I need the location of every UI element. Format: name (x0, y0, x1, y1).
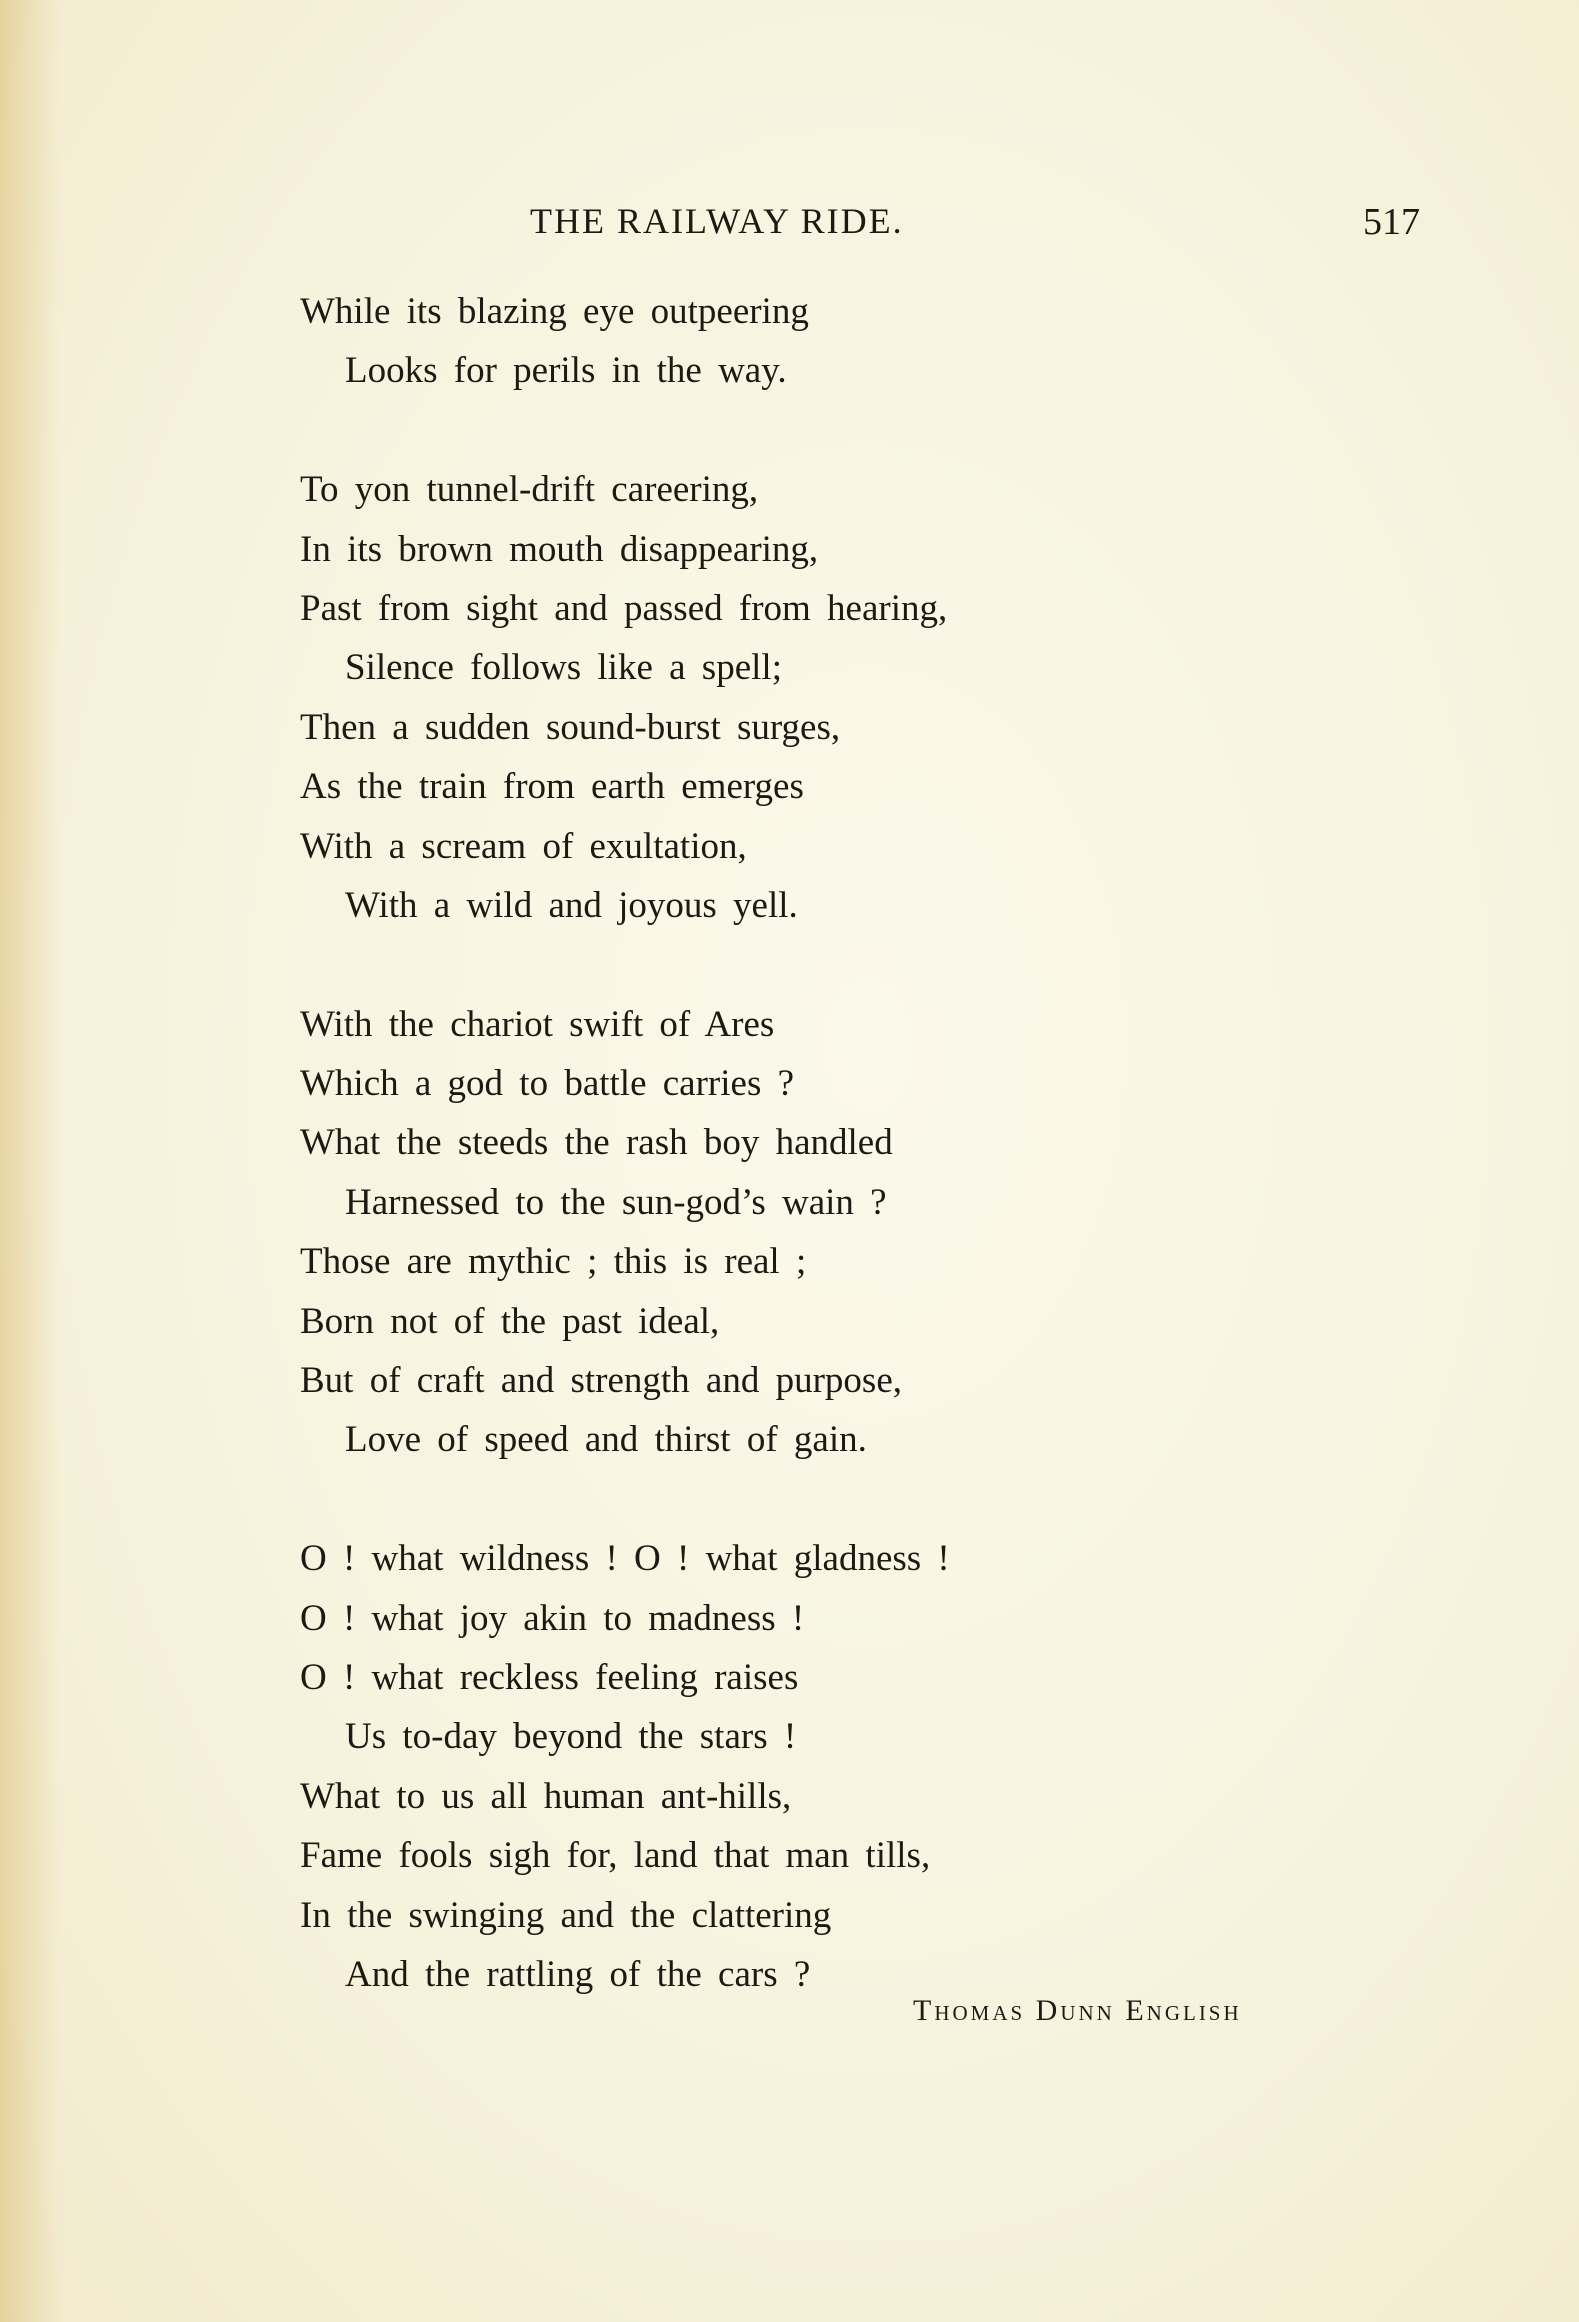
poem-line: Those are mythic ; this is real ; (300, 1241, 807, 1283)
poem-line: With the chariot swift of Ares (300, 1003, 775, 1045)
stanza (300, 282, 1300, 401)
poem-line: Fame fools sigh for, land that man tills, (300, 1835, 931, 1877)
stanza (300, 995, 1300, 1470)
author-attribution: Thomas Dunn English (913, 1994, 1242, 2027)
poem-line: Looks for perils in the way. (345, 350, 787, 392)
poem-line: And the rattling of the cars ? (345, 1953, 811, 1995)
poem-line: With a wild and joyous yell. (345, 884, 798, 926)
stanza-break (300, 1470, 1300, 1529)
running-title: THE RAILWAY RIDE. (530, 201, 904, 241)
poem-line: Us to-day beyond the stars ! (345, 1716, 797, 1758)
poem-line: Harnessed to the sun-god’s wain ? (345, 1181, 887, 1223)
page-edge-shadow (0, 0, 60, 2322)
poem-line: What the steeds the rash boy handled (300, 1122, 893, 1164)
poem-body (300, 282, 1300, 2004)
poem-line: In its brown mouth disappearing, (300, 528, 819, 570)
poem-line: Born not of the past ideal, (300, 1300, 720, 1342)
poem-line: Love of speed and thirst of gain. (345, 1419, 867, 1461)
poem-line: But of craft and strength and purpose, (300, 1360, 902, 1402)
poem-line: With a scream of exultation, (300, 825, 747, 867)
poem-line: Then a sudden sound-burst surges, (300, 706, 841, 748)
poem-line: In the swinging and the clattering (300, 1894, 832, 1936)
page-number: 517 (1363, 201, 1420, 243)
poem-line: O ! what wildness ! O ! what gladness ! (300, 1538, 950, 1580)
poem-line: While its blazing eye outpeering (300, 291, 809, 332)
poem-line: O ! what joy akin to madness ! (300, 1597, 805, 1639)
stanza-break (300, 935, 1300, 994)
stanza-break (300, 401, 1300, 460)
poem-line: Silence follows like a spell; (345, 647, 782, 689)
running-head (300, 200, 1420, 250)
stanza (300, 1529, 1300, 2004)
poem-line: As the train from earth emerges (300, 766, 804, 808)
stanza (300, 460, 1300, 935)
poem-line: Which a god to battle carries ? (300, 1063, 795, 1105)
poem-line: To yon tunnel-drift careering, (300, 469, 759, 511)
poem-line: Past from sight and passed from hearing, (300, 587, 948, 629)
poem-line: What to us all human ant-hills, (300, 1775, 792, 1817)
poem-line: O ! what reckless feeling raises (300, 1656, 799, 1698)
